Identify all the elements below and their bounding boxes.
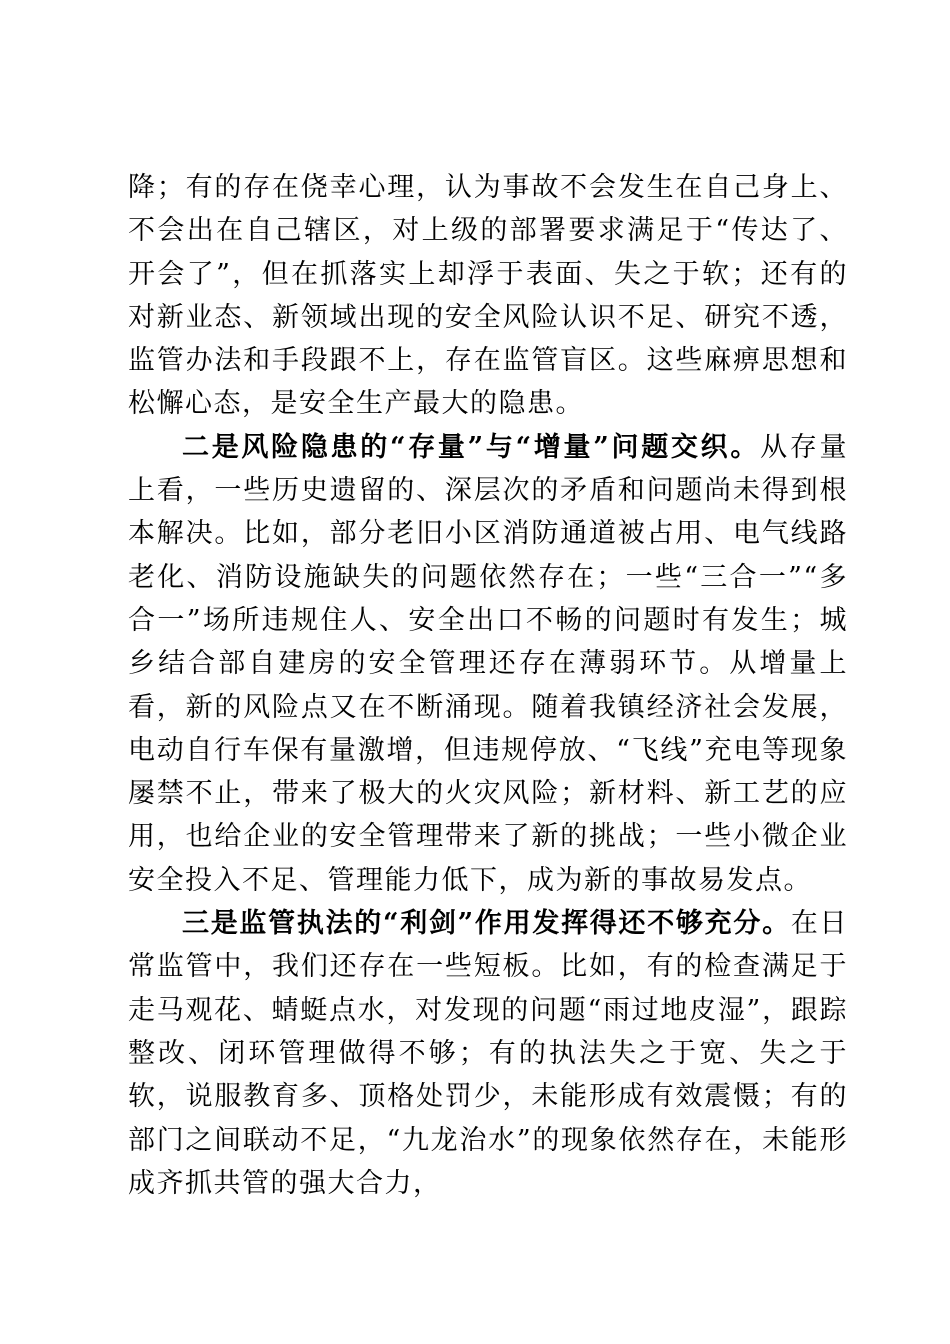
paragraph-text: 在日常监管中，我们还存在一些短板。比如，有的检查满足于走马观花、蜻蜓点水，对发现的问题“雨过地皮湿”，跟踪整改、闭环管理做得不够；有的执法失之于宽、失之于软，说服教育多、顶格处罚少，未能形成有效震慑；有的部门之间联动不足，“九龙治水”的现象依然存在，未能形成齐抓共管的强大合力， [128, 908, 849, 1199]
document-body [128, 166, 848, 1205]
paragraph-lead: 三是监管执法的“利剑”作用发挥得还不够充分。 [182, 908, 791, 940]
paragraph-risk-hazards [128, 426, 848, 902]
paragraph-lead: 二是风险隐患的“存量”与“增量”问题交织。 [182, 431, 761, 463]
paragraph-continuation [128, 166, 848, 426]
paragraph-text: 降；有的存在侥幸心理，认为事故不会发生在自己身上、不会出在自己辖区，对上级的部署要求满足于“传达了、开会了”，但在抓落实上却浮于表面、失之于软；还有的对新业态、新领域出现的安全风险认识不足、研究不透，监管办法和手段跟不上，存在监管盲区。这些麻痹思想和松懈心态，是安全生产最大的隐患。 [128, 172, 848, 420]
paragraph-text: 从存量上看，一些历史遗留的、深层次的矛盾和问题尚未得到根本解决。比如，部分老旧小区消防通道被占用、电气线路老化、消防设施缺失的问题依然存在；一些“三合一”“多合一”场所违规住人、安全出口不畅的问题时有发生；城乡结合部自建房的安全管理还存在薄弱环节。从增量上看，新的风险点又在不断涌现。随着我镇经济社会发展，电动自行车保有量激增，但违规停放、“飞线”充电等现象屡禁不止，带来了极大的火灾风险；新材料、新工艺的应用，也给企业的安全管理带来了新的挑战；一些小微企业安全投入不足、管理能力低下，成为新的事故易发点。 [128, 431, 849, 896]
paragraph-enforcement [128, 902, 848, 1205]
